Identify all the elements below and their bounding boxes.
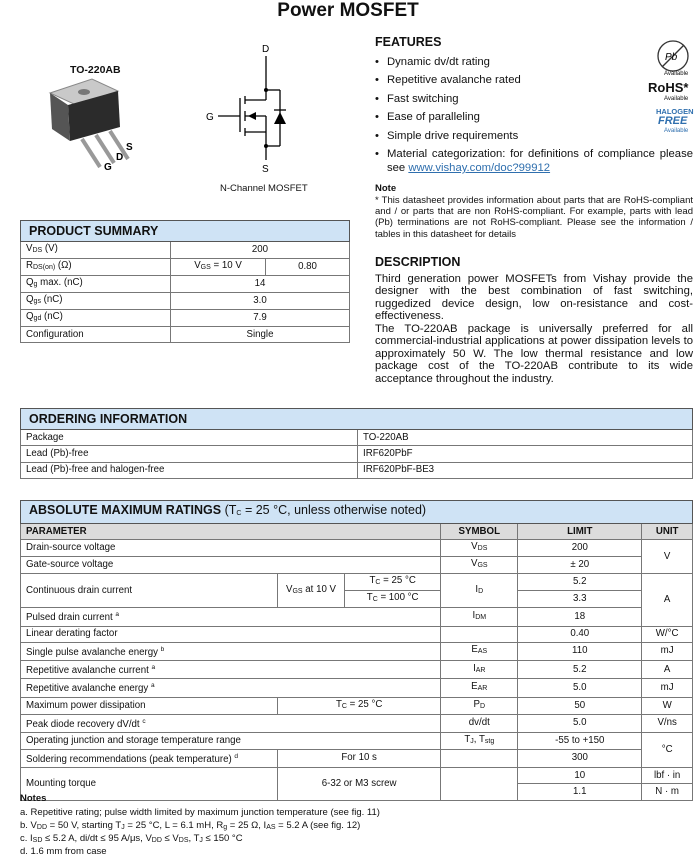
unit-cell: V/ns xyxy=(642,714,693,732)
limit-cell: 5.0 xyxy=(518,714,642,732)
limit-cell: 5.0 xyxy=(518,679,642,697)
limit-cell: -55 to +150 xyxy=(518,732,642,749)
note-a: a. Repetitive rating; pulse width limited by maximum junction temperature (see fig. 11) xyxy=(20,807,380,818)
unit-cell: mJ xyxy=(642,679,693,697)
pin-g-label: G xyxy=(104,162,112,173)
unit-cell: V xyxy=(642,540,693,574)
qg-label: $Q_g$ max. (nC) xyxy=(21,276,171,293)
symbol-cell: dv/dt xyxy=(441,714,518,732)
col-unit: UNIT xyxy=(642,524,693,540)
feature-item: • Simple drive requirements xyxy=(375,129,693,143)
symbol-d-label: D xyxy=(262,44,270,55)
qgs-label: $Q_{gs}$ (nC) xyxy=(21,293,171,310)
qg-value: 14 xyxy=(171,276,350,293)
package-label: TO-220AB xyxy=(70,64,121,76)
col-limit: LIMIT xyxy=(518,524,642,540)
limit-cell: 200 xyxy=(518,540,642,557)
param-cell: Continuous drain current xyxy=(21,574,278,608)
ordering-table xyxy=(20,408,693,479)
symbol-cell: $I_{DM}$ xyxy=(441,608,518,626)
feature-item: • Ease of paralleling xyxy=(375,110,693,124)
unit-cell: A xyxy=(642,574,693,626)
limit-cell: 300 xyxy=(518,749,642,767)
compliance-link[interactable]: www.vishay.com/doc?99912 xyxy=(408,161,551,174)
feature-item xyxy=(375,147,693,175)
limit-cell: 0.40 xyxy=(518,626,642,642)
to220-package-image xyxy=(40,75,160,175)
unit-cell: °C xyxy=(642,732,693,767)
param-cell: Mounting torque xyxy=(21,768,278,801)
rohs-available-label: Available xyxy=(664,96,689,102)
param-cell: Linear derating factor xyxy=(21,626,441,642)
rohs-badge: RoHS* xyxy=(648,80,689,95)
cond-cell: 6-32 or M3 screw xyxy=(278,768,441,801)
config-label: Configuration xyxy=(21,327,171,343)
symbol-cell xyxy=(441,749,518,767)
param-cell: Single pulse avalanche energy $^b$ xyxy=(21,642,441,660)
param-cell: Repetitive avalanche energy $^a$ xyxy=(21,679,441,697)
symbol-g-label: G xyxy=(206,112,214,123)
cond-cell: For 10 s xyxy=(278,749,441,767)
features-list xyxy=(375,55,693,179)
ordering-label: Lead (Pb)-free and halogen-free xyxy=(21,462,358,478)
ordering-value: IRF620PbF-BE3 xyxy=(358,462,693,478)
rds-condition: $V_{GS} = 10$ V xyxy=(171,259,266,276)
note-d: d. 1.6 mm from case xyxy=(20,846,107,857)
limit-cell: 3.3 xyxy=(518,591,642,608)
param-cell: Soldering recommendations (peak temperature) $^d$ xyxy=(21,749,278,767)
cond-cell: $V_{GS}$ at 10 V xyxy=(278,574,345,608)
features-heading: FEATURES xyxy=(375,35,442,49)
feature-item: • Fast switching xyxy=(375,92,693,106)
rds-label: $R_{DS(on)}$ (Ω) xyxy=(21,259,171,276)
unit-cell: W xyxy=(642,697,693,714)
limit-cell: 10 xyxy=(518,768,642,784)
note-heading: Note xyxy=(375,183,397,194)
feature-item: • Dynamic dv/dt rating xyxy=(375,55,693,69)
col-parameter: PARAMETER xyxy=(21,524,441,540)
notes-heading: Notes xyxy=(20,793,47,804)
param-cell: Gate-source voltage xyxy=(21,557,441,574)
note-text: * This datasheet provides information about parts that are RoHS-compliant and / or parts that are non RoHS-compliant. For example, parts with lead (Pb) terminations are not RoHS-compliant. Please see the information / tables in this datasheet for details xyxy=(375,195,693,240)
product-summary-heading: PRODUCT SUMMARY xyxy=(21,221,350,242)
rds-value: 0.80 xyxy=(266,259,350,276)
unit-cell: lbf · in xyxy=(642,768,693,784)
free-label: FREE xyxy=(658,115,688,127)
limit-cell: ± 20 xyxy=(518,557,642,574)
col-symbol: SYMBOL xyxy=(441,524,518,540)
ordering-label: Package xyxy=(21,430,358,446)
halogen-available-label: Available xyxy=(664,128,689,134)
symbol-cell: $I_{AR}$ xyxy=(441,661,518,679)
symbol-cell xyxy=(441,768,518,801)
param-cell: Pulsed drain current $^a$ xyxy=(21,608,441,626)
qgd-value: 7.9 xyxy=(171,310,350,327)
mosfet-symbol-diagram xyxy=(200,40,310,180)
temp-cond-cell: $T_C = 100$ °C xyxy=(345,591,441,608)
symbol-cell: $P_D$ xyxy=(441,697,518,714)
unit-cell: N · m xyxy=(642,784,693,800)
halogen-label: HALOGEN xyxy=(656,107,694,116)
config-value: Single xyxy=(171,327,350,343)
vds-value: 200 xyxy=(171,242,350,259)
description-p2: The TO-220AB package is universally preferred for all commercial-industrial applications at power dissipation levels to approximately 50 W. The low thermal resistance and low package cost of the TO-220AB contribute to its wide acceptance throughout the industry. xyxy=(375,323,693,385)
temp-cond-cell: $T_C = 25$ °C xyxy=(345,574,441,591)
symbol-caption: N-Channel MOSFET xyxy=(220,183,308,194)
pin-s-label: S xyxy=(126,142,133,153)
pin-d-label: D xyxy=(116,152,124,163)
unit-cell: A xyxy=(642,661,693,679)
param-cell: Operating junction and storage temperature range xyxy=(21,732,441,749)
symbol-cell xyxy=(441,626,518,642)
param-cell: Peak diode recovery dV/dt $^c$ xyxy=(21,714,441,732)
ordering-label: Lead (Pb)-free xyxy=(21,446,358,462)
symbol-cell: $V_{GS}$ xyxy=(441,557,518,574)
symbol-cell: $E_{AS}$ xyxy=(441,642,518,660)
amr-table xyxy=(20,500,693,801)
symbol-s-label: S xyxy=(262,164,269,175)
param-cell: Drain-source voltage xyxy=(21,540,441,557)
param-cell: Repetitive avalanche current $^a$ xyxy=(21,661,441,679)
symbol-cell: $V_{DS}$ xyxy=(441,540,518,557)
unit-cell: mJ xyxy=(642,642,693,660)
limit-cell: 1.1 xyxy=(518,784,642,800)
page-title: Power MOSFET xyxy=(277,0,419,21)
limit-cell: 18 xyxy=(518,608,642,626)
limit-cell: 110 xyxy=(518,642,642,660)
vds-label: $V_{DS}$ (V) xyxy=(21,242,171,259)
description-p1: Third generation power MOSFETs from Vishay provide the designer with the best combination of fast switching, ruggedized device design, low on-resistance and cost-effectiveness. xyxy=(375,273,693,323)
svg-text:Pb: Pb xyxy=(665,52,678,63)
ordering-heading: ORDERING INFORMATION xyxy=(21,409,693,430)
param-cell: Maximum power dissipation xyxy=(21,697,278,714)
qgd-label: $Q_{gd}$ (nC) xyxy=(21,310,171,327)
symbol-cell: $T_J$, $T_{stg}$ xyxy=(441,732,518,749)
limit-cell: 5.2 xyxy=(518,574,642,591)
qgs-value: 3.0 xyxy=(171,293,350,310)
limit-cell: 50 xyxy=(518,697,642,714)
description-heading: DESCRIPTION xyxy=(375,255,461,269)
limit-cell: 5.2 xyxy=(518,661,642,679)
product-summary-table xyxy=(20,220,350,343)
ordering-value: TO-220AB xyxy=(358,430,693,446)
cond-cell: $T_C = 25$ °C xyxy=(278,697,441,714)
amr-heading: ABSOLUTE MAXIMUM RATINGS ($T_C = 25$ °C, unless otherwise noted) xyxy=(21,501,693,524)
symbol-cell: $I_D$ xyxy=(441,574,518,608)
ordering-value: IRF620PbF xyxy=(358,446,693,462)
note-b: b. $V_{DD} = 50$ V, starting $T_J = 25$ °C, L = 6.1 mH, $R_g = 25$ Ω, $I_{AS} = 5.2$ A (see fig. 12) xyxy=(20,820,361,831)
pb-available-label: Available xyxy=(664,71,689,77)
unit-cell: W/°C xyxy=(642,626,693,642)
feature-item: • Repetitive avalanche rated xyxy=(375,73,693,87)
feature-item-text: Material categorization: for definitions of compliance please see xyxy=(387,147,693,174)
symbol-cell: $E_{AR}$ xyxy=(441,679,518,697)
note-c: c. $I_{SD} \le 5.2$ A, di/dt ≤ 95 A/μs, $V_{DD} \le V_{DS}$, $T_J \le 150$ °C xyxy=(20,833,243,844)
